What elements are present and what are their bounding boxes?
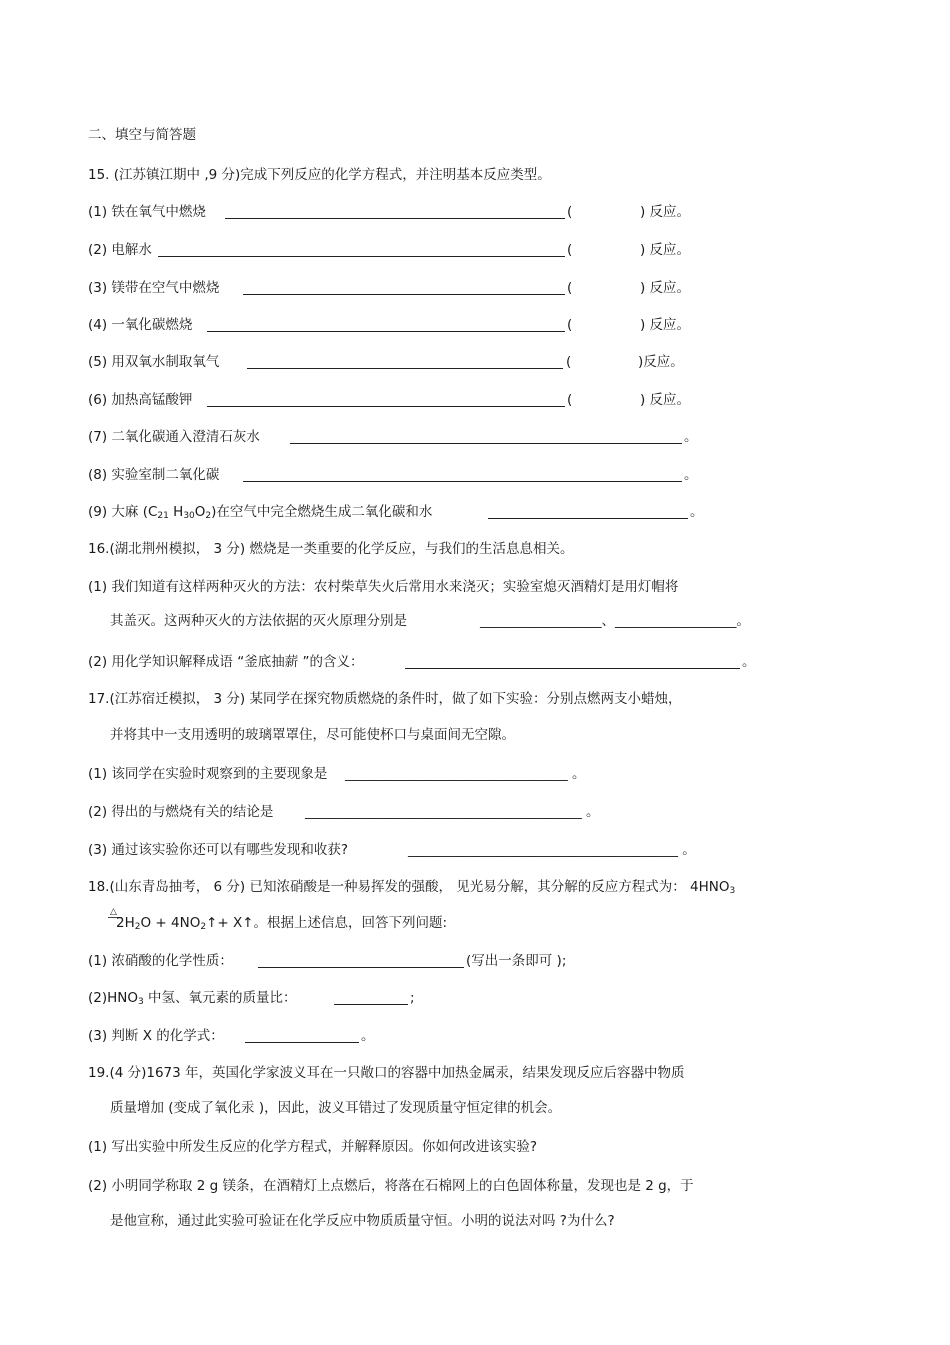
q15-item2-label: (2) 电解水 — [88, 242, 152, 258]
q15-stem: 15. (江苏镇江期中 ,9 分)完成下列反应的化学方程式，并注明基本反应类型。 — [88, 167, 551, 183]
q15-item5-close: )反应。 — [638, 354, 684, 370]
q15-item7-period: 。 — [684, 429, 698, 445]
q18-eq-b: O + 4NO — [140, 915, 201, 931]
q15-item6-paren: ( — [567, 392, 573, 408]
q15-item9-mid1: H — [168, 504, 184, 520]
q17-item2-label: (2) 得出的与燃烧有关的结论是 — [88, 804, 274, 820]
q18-stem-sub: 3 — [729, 886, 736, 896]
q15-item9-sub2: 30 — [183, 511, 195, 521]
q15-item1-label: (1) 铁在氧气中燃烧 — [88, 204, 206, 220]
q18-condition-icon: △ — [110, 907, 117, 917]
q15-item1-blank[interactable] — [225, 218, 565, 219]
q17-stem-line2: 并将其中一支用透明的玻璃罩罩住，尽可能使杯口与桌面间无空隙。 — [110, 727, 515, 743]
q15-item1-paren: ( — [567, 204, 573, 220]
q15-item9-sub3: 2 — [205, 511, 212, 521]
q15-item2-paren: ( — [567, 242, 573, 258]
section-title: 二、填空与简答题 — [88, 127, 196, 143]
q16-stem: 16.(湖北荆州模拟， 3 分) 燃烧是一类重要的化学反应，与我们的生活息息相关。 — [88, 541, 574, 557]
q18-item2-tail: ; — [410, 990, 415, 1006]
q18-eq-sub1: 2 — [134, 922, 141, 932]
q16-p1-line2: 其盖灭。这两种灭火的方法依据的灭火原理分别是 — [110, 613, 407, 629]
q15-item7-label: (7) 二氧化碳通入澄清石灰水 — [88, 429, 260, 445]
q17-item3-label: (3) 通过该实验你还可以有哪些发现和收获? — [88, 842, 349, 858]
q18-item3-tail: 。 — [361, 1028, 375, 1044]
q17-item1-blank[interactable]: _________________________________ 。 — [345, 766, 586, 782]
q18-item1-blank[interactable] — [258, 967, 464, 968]
q15-item4-label: (4) 一氧化碳燃烧 — [88, 317, 193, 333]
q15-item8-label: (8) 实验室制二氧化碳 — [88, 467, 220, 483]
q15-item3-label: (3) 镁带在空气中燃烧 — [88, 280, 220, 296]
q16-p2-label: (2) 用化学知识解释成语 “釜底抽薪 ”的含义： — [88, 654, 364, 670]
q16-p1-line1: (1) 我们知道有这样两种灭火的方法：农村柴草失火后常用水来浇灭；实验室熄灭酒精灯是用灯帽将 — [88, 579, 679, 595]
q18-eq-c: ↑+ X↑。根据上述信息，回答下列问题: — [206, 915, 448, 931]
q18-item2-post: 中氢、氧元素的质量比： — [143, 990, 297, 1006]
q15-item9-mid2: O — [194, 504, 206, 520]
q15-item3-close: ) 反应。 — [640, 280, 691, 296]
q18-item1-label: (1) 浓硝酸的化学性质： — [88, 953, 233, 969]
q15-item9-sub1: 21 — [157, 511, 169, 521]
q18-item1-tail: (写出一条即可 ); — [466, 953, 567, 969]
q19-stem-line1: 19.(4 分)1673 年，英国化学家波义耳在一只敞口的容器中加热金属汞，结果发现反应后容器中物质 — [88, 1065, 685, 1081]
q16-p1-blanks[interactable]: __________________、__________________。 — [480, 613, 750, 629]
q15-item2-close: ) 反应。 — [640, 242, 691, 258]
q18-equation — [116, 914, 447, 936]
q19-p2-line2: 是他宣称，通过此实验可验证在化学反应中物质质量守恒。小明的说法对吗 ?为什么? — [110, 1213, 615, 1229]
q15-item9-label — [88, 503, 432, 525]
q19-stem-line2: 质量增加 (变成了氧化汞 )，因此，波义耳错过了发现质量守恒定律的机会。 — [110, 1100, 562, 1116]
q15-item6-close: ) 反应。 — [640, 392, 691, 408]
q17-item3-blank[interactable]: ________________________________________ 。 — [408, 842, 696, 858]
q18-item2-sub: 3 — [138, 997, 144, 1007]
q18-item2-label — [88, 989, 297, 1011]
q15-item3-blank[interactable] — [243, 294, 565, 295]
q15-item5-paren: ( — [566, 354, 572, 370]
q18-item3-blank[interactable] — [245, 1042, 359, 1043]
q15-item8-period: 。 — [684, 467, 698, 483]
q15-item4-paren: ( — [567, 317, 573, 333]
q15-item8-blank[interactable] — [243, 481, 682, 482]
q18-stem-text: 18.(山东青岛抽考， 6 分) 已知浓硝酸是一种易挥发的强酸， 见光易分解，其分解的反应方程式为： 4HNO — [88, 879, 730, 895]
q15-item6-label: (6) 加热高锰酸钾 — [88, 392, 193, 408]
q19-p1: (1) 写出实验中所发生反应的化学方程式，并解释原因。你如何改进该实验? — [88, 1139, 538, 1155]
q18-item2-pre: (2)HNO — [88, 990, 138, 1006]
q15-item4-blank[interactable] — [207, 331, 565, 332]
q15-item7-blank[interactable] — [290, 443, 682, 444]
q18-eq-sub2: 2 — [200, 922, 207, 932]
q15-item9-blank[interactable] — [488, 518, 688, 519]
q16-p2-blank[interactable] — [405, 668, 740, 669]
q15-item9-period: 。 — [690, 504, 704, 520]
q18-item2-blank[interactable] — [334, 1004, 408, 1005]
q15-item1-close: ) 反应。 — [640, 204, 691, 220]
q17-item1-label: (1) 该同学在实验时观察到的主要现象是 — [88, 766, 328, 782]
q15-item2-blank[interactable] — [158, 256, 565, 257]
q15-item5-blank[interactable] — [247, 368, 563, 369]
q15-item3-paren: ( — [567, 280, 573, 296]
q17-stem-line1: 17.(江苏宿迁模拟， 3 分) 某同学在探究物质燃烧的条件时，做了如下实验：分别点燃两支小蜡烛， — [88, 691, 682, 707]
q15-item9-post: )在空气中完全燃烧生成二氧化碳和水 — [211, 504, 433, 520]
q15-item5-label: (5) 用双氧水制取氧气 — [88, 354, 220, 370]
q18-item3-label: (3) 判断 X 的化学式： — [88, 1028, 224, 1044]
q18-eq-a: 2H — [116, 915, 135, 931]
q17-item2-blank[interactable]: _________________________________________ 。 — [305, 804, 600, 820]
q15-item6-blank[interactable] — [207, 406, 565, 407]
q15-item4-close: ) 反应。 — [640, 317, 691, 333]
q16-p2-period: 。 — [742, 654, 756, 670]
q15-item9-pre: (9) 大麻 (C — [88, 504, 158, 520]
q19-p2-line1: (2) 小明同学称取 2 g 镁条，在酒精灯上点燃后，将落在石棉网上的白色固体称量，发现也是 2 g，于 — [88, 1178, 694, 1194]
q18-stem-line1 — [88, 878, 735, 900]
